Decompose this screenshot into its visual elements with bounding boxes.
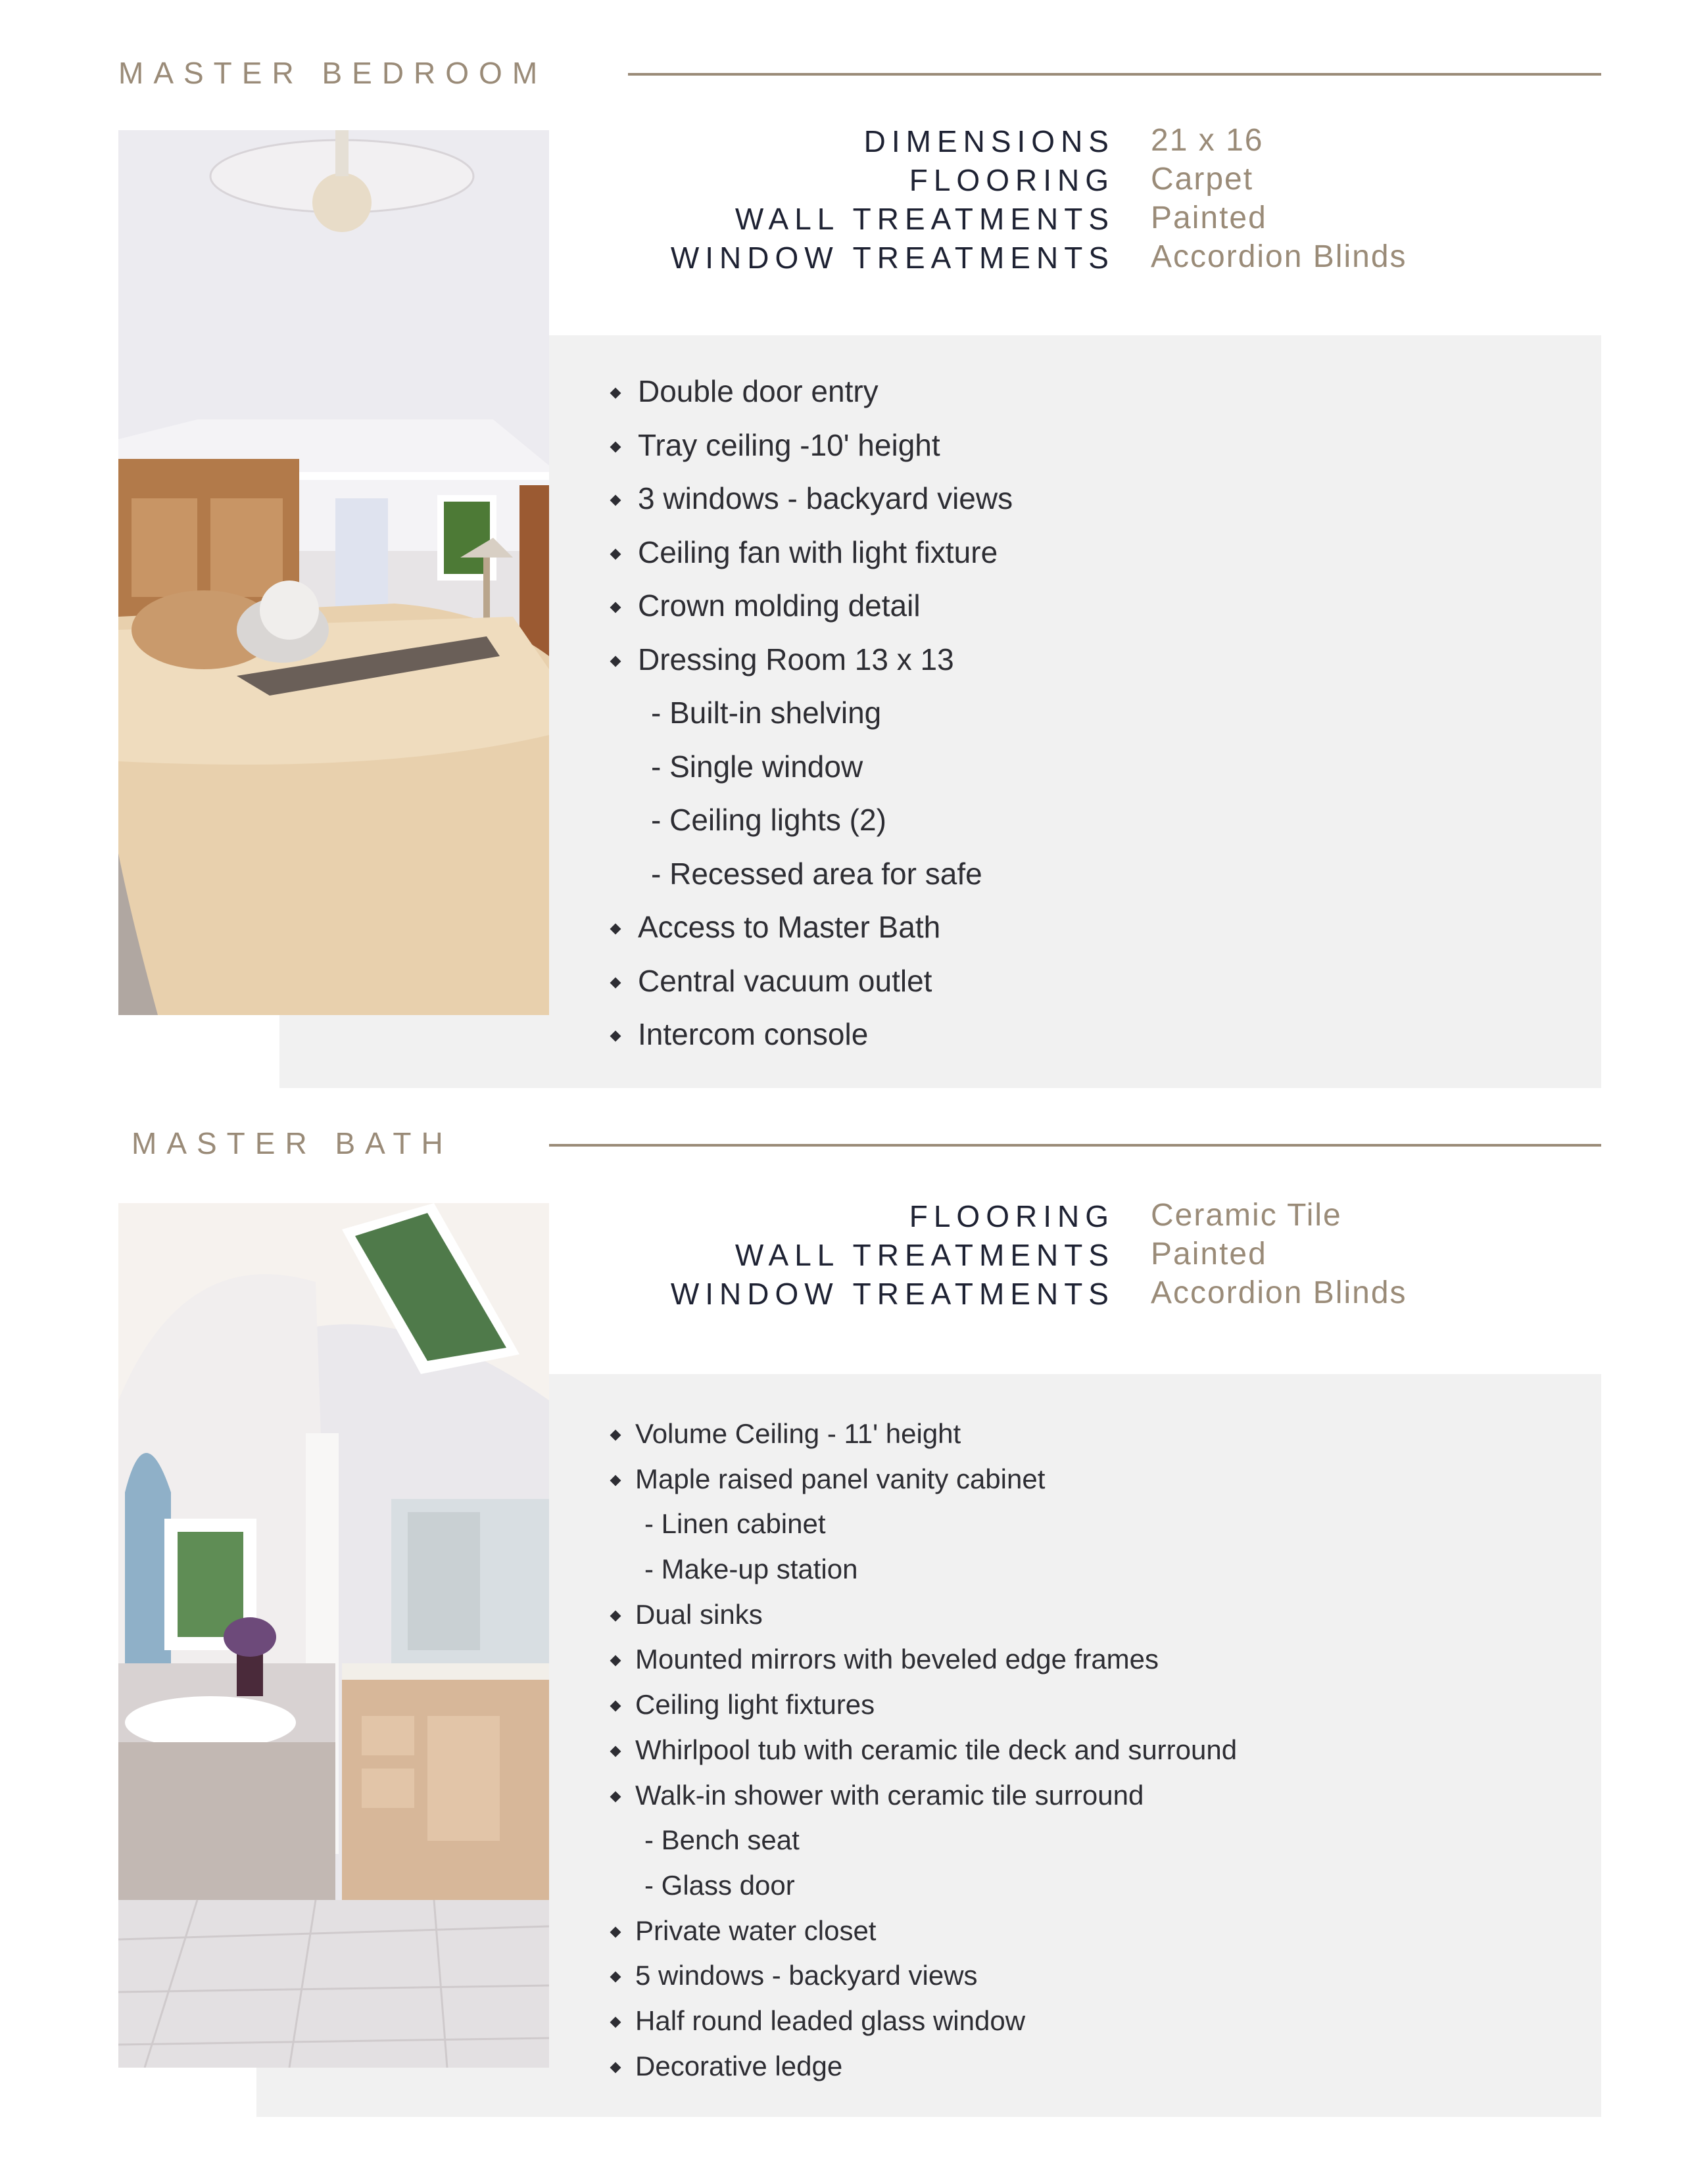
bath-photo <box>118 1203 549 2068</box>
list-item: Crown molding detail <box>612 586 1013 640</box>
list-subitem: - Bench seat <box>644 1824 800 1856</box>
list-subitem: - Linen cabinet <box>644 1508 826 1540</box>
spec-label: WINDOW TREATMENTS <box>670 1277 1115 1311</box>
list-item: Volume Ceiling - 11' height <box>612 1417 1237 1462</box>
bullet-icon <box>610 1430 621 1441</box>
spec-value: Carpet <box>1151 162 1254 197</box>
spec-label: FLOORING <box>909 1199 1115 1233</box>
spec-row-dimensions <box>559 124 1115 163</box>
list-subitem: - Single window <box>651 749 863 784</box>
bedroom-section-title: MASTER BEDROOM <box>118 56 548 90</box>
bath-specs <box>559 1199 1611 1330</box>
bullet-icon <box>610 548 621 559</box>
bullet-icon <box>610 1701 621 1712</box>
bullet-icon <box>610 602 621 613</box>
list-item: Ceiling fan with light fixture <box>612 533 1013 586</box>
spec-label: WINDOW TREATMENTS <box>670 241 1115 275</box>
list-item: Double door entry <box>612 371 1013 425</box>
list-item: Tray ceiling -10' height <box>612 425 1013 479</box>
bullet-icon <box>610 1475 621 1486</box>
list-item: Central vacuum outlet <box>612 961 1013 1015</box>
spec-label: FLOORING <box>909 163 1115 197</box>
spec-value: Painted <box>1151 1237 1267 1271</box>
bedroom-feature-list <box>612 371 1013 1068</box>
list-subitem: - Built-in shelving <box>651 696 882 730</box>
bullet-icon <box>610 1031 621 1042</box>
list-item: Ceiling light fixtures <box>612 1688 1237 1733</box>
bullet-icon <box>610 1926 621 1937</box>
list-item: Dressing Room 13 x 13 <box>612 640 1013 694</box>
list-item: Intercom console <box>612 1014 1013 1068</box>
list-item: 3 windows - backyard views <box>612 479 1013 533</box>
bath-feature-list <box>612 1417 1237 2094</box>
list-item: Dual sinks <box>612 1598 1237 1643</box>
spec-label: WALL TREATMENTS <box>735 1238 1115 1272</box>
list-subitem: - Ceiling lights (2) <box>651 803 886 837</box>
bullet-icon <box>610 977 621 988</box>
spec-value: Painted <box>1151 201 1267 235</box>
spec-row-flooring <box>559 162 1115 202</box>
bullet-icon <box>610 1972 621 1983</box>
list-item: Private water closet <box>612 1914 1237 1959</box>
list-item: Whirlpool tub with ceramic tile deck and surround <box>612 1733 1237 1778</box>
spec-value: 21 x 16 <box>1151 123 1264 158</box>
spec-label: DIMENSIONS <box>863 124 1115 158</box>
bullet-icon <box>610 1655 621 1667</box>
list-item: Mounted mirrors with beveled edge frames <box>612 1642 1237 1688</box>
spec-row-window-treatments <box>559 240 1115 279</box>
list-item: Maple raised panel vanity cabinet <box>612 1462 1237 1507</box>
bullet-icon <box>610 495 621 506</box>
bullet-icon <box>610 924 621 935</box>
bedroom-specs <box>559 124 1611 295</box>
list-subitem: - Recessed area for safe <box>651 856 982 891</box>
spec-label: WALL TREATMENTS <box>735 202 1115 236</box>
list-item: 5 windows - backyard views <box>612 1958 1237 2004</box>
bullet-icon <box>610 388 621 399</box>
bullet-icon <box>610 1610 621 1621</box>
bullet-icon <box>610 2016 621 2028</box>
list-item: Half round leaded glass window <box>612 2004 1237 2049</box>
bullet-icon <box>610 1791 621 1802</box>
bedroom-photo <box>118 130 549 1015</box>
list-item: Decorative ledge <box>612 2049 1237 2095</box>
bullet-icon <box>610 2062 621 2073</box>
spec-row-flooring <box>559 1199 1115 1238</box>
list-item: Access to Master Bath <box>612 907 1013 961</box>
bullet-icon <box>610 655 621 667</box>
bedroom-divider <box>628 73 1601 76</box>
spec-value: Ceramic Tile <box>1151 1198 1342 1233</box>
spec-value: Accordion Blinds <box>1151 239 1407 274</box>
list-item: Walk-in shower with ceramic tile surround <box>612 1778 1237 1824</box>
spec-row-wall-treatments <box>559 201 1115 241</box>
bullet-icon <box>610 1745 621 1757</box>
spec-row-window-treatments <box>559 1276 1115 1316</box>
spec-value: Accordion Blinds <box>1151 1275 1407 1310</box>
spec-row-wall-treatments <box>559 1237 1115 1277</box>
bath-section-title: MASTER BATH <box>132 1126 453 1160</box>
bath-divider <box>549 1144 1601 1147</box>
list-subitem: - Glass door <box>644 1869 795 1901</box>
list-subitem: - Make-up station <box>644 1554 858 1585</box>
bullet-icon <box>610 441 621 452</box>
